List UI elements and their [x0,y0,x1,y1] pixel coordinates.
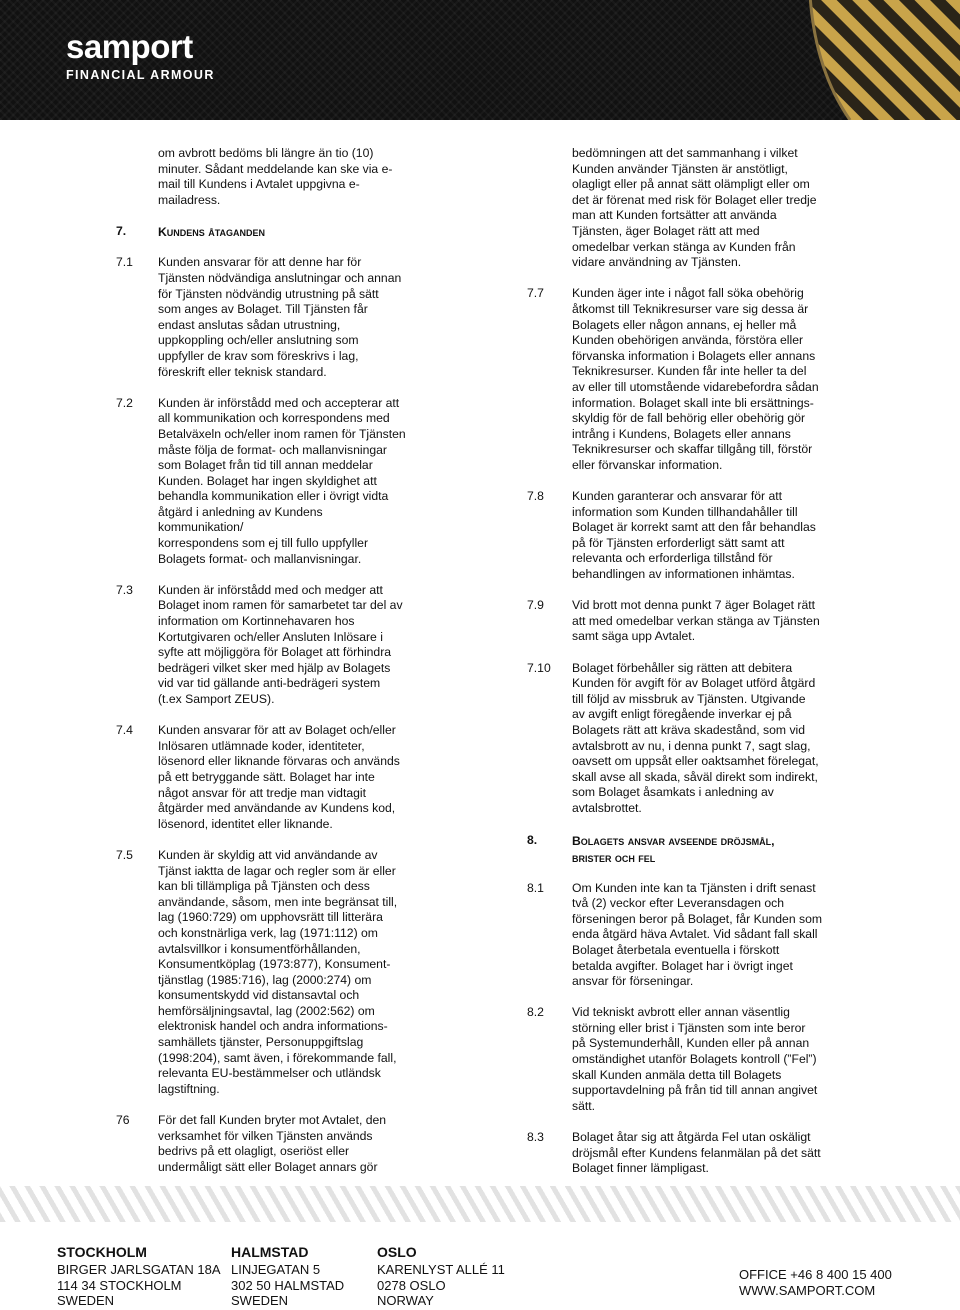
clause-number: 7.8 [527,489,544,504]
clause-text: Kunden ansvarar för att denne har för Tjänsten nödvändiga anslutningar och annan för Tjänsten nödvändig utrustning på sätt som anges av Bolaget. Till Tjänsten får endast anslutas sådan utrustning, uppkoppling och/eller anslutning som uppfyller de krav som föreskrivs i lag, föreskrift eller teknisk standard. [158,255,402,379]
shield-logo-icon [790,0,960,120]
office-postal: 0278 OSLO [377,1277,446,1293]
clause-7-9 [527,598,847,645]
office-street: LINJEGATAN 5 [231,1261,321,1277]
clause-number: 7.7 [527,286,544,301]
office-country: SWEDEN [231,1293,289,1309]
clause-7-2 [116,396,436,568]
clause-number: 7.1 [116,255,133,270]
clause-number: 76 [116,1113,130,1128]
left-column [116,146,436,1191]
clause-7-10 [527,661,847,817]
office-stockholm [57,1245,221,1309]
clause-number: 7.3 [116,582,133,597]
office-street: KARENLYST ALLÉ 11 [377,1261,505,1277]
clause-8-2 [527,1005,847,1114]
section-number: 7. [116,224,127,239]
clause-7-3 [116,583,436,708]
clause-7-4 [116,723,436,832]
clause-text: Bolaget åtar sig att åtgärda Fel utan oskäligt dröjsmål efter Kundens felanmälan på det sätt Bolaget finner lämpligast. [572,1130,821,1176]
brand-name: samport [66,28,193,65]
clause-text: Om Kunden inte kan ta Tjänsten i drift senast två (2) veckor efter Leveransdagen och förseningen beror på Bolaget, får Kunden som enda åtgärd häva Avtalet. Vid sådant fall skall Bolaget återbetala eventuella i förskott betalda avgifter. Bolaget har i övrigt inget ansvar för förseningar. [572,880,823,989]
section-title: Bolagets ansvar avseende dröjsmål, brister och fel [572,833,775,865]
footer-divider [0,1186,960,1222]
clause-number: 8.3 [527,1130,544,1145]
clause-7-7 [527,286,847,473]
continued-paragraph: om avbrott bedöms bli längre än tio (10) minuter. Sådant meddelande kan ske via e- mail till Kundens i Avtalet uppgivna e- mailadress. [158,146,393,207]
office-halmstad [231,1245,344,1309]
right-column [527,146,847,1192]
clause-text: Kunden garanterar och ansvarar för att information som Kunden tillhandahåller till Bolaget är korrekt samt att den får behandlas på för Tjänsten erforderligt sätt samt att relevanta och erforderliga tillstånd för behandlingen av informationen inhämtas. [572,489,816,582]
continued-paragraph: bedömningen att det sammanhang i vilket Kunden använder Tjänsten är anstötligt, olagligt eller på annat sätt olämpligt eller om det är förenat med risk för Bolaget eller tredje man att Kunden fortsätter att använda Tjänsten, äger Bolaget rätt att med omedelbar verkan stänga av Kunden från vidare användning av Tjänsten. [572,146,817,270]
office-postal: 302 50 HALMSTAD [231,1277,345,1293]
office-oslo [377,1245,505,1309]
clause-number: 8.1 [527,880,544,895]
brand-tagline: FINANCIAL ARMOUR [66,68,215,82]
section-title: Kundens åtaganden [158,225,266,240]
clause-number: 8.2 [527,1005,544,1020]
office-city: OSLO [377,1244,417,1260]
clause-text: Vid tekniskt avbrott eller annan väsentlig störning eller brist i Tjänsten som inte beror på Systemunderhåll, Kunden eller på annan omständighet utanför Bolagets kontroll (”Fel”) skall Kunden anmäla detta till Bolagets supportavdelning på från tid till annan angivet sätt. [572,1005,818,1113]
clause-text: Kunden är införstådd med och accepterar att all kommunikation och korrespondens med Betalväxeln och/eller inom ramen för Tjänsten måste följa de format- och mallanvisningar som Bolaget från tid till annan meddelar Kunden. Bolaget har ingen skyldighet att behandla kommunikation eller i övrigt vidta åtgärd i anledning av Kundens kommunikation/ korrespondens som ej till fullo uppfyller Bolagets format- och mallanvisningar. [158,395,406,566]
clause-number: 7.2 [116,395,133,410]
contact-info [739,1267,892,1299]
clause-number: 7.5 [116,847,133,862]
clause-7-8 [527,489,847,583]
clause-7-5 [116,848,436,1098]
clause-8-1 [527,881,847,990]
clause-number: 7.9 [527,598,544,613]
office-country: SWEDEN [57,1293,115,1309]
office-street: BIRGER JARLSGATAN 18A [57,1261,221,1277]
clause-text: Kunden ansvarar för att av Bolaget och/eller Inlösaren utlämnade koder, identiteter, lösenord eller liknande förvaras och används på ett betryggande sätt. Bolaget har inte något ansvar för att tredje man vidtagit åtgärder med användande av Kundens kod, lösenord, identitet eller liknande. [158,723,400,831]
clause-7-1 [116,255,436,380]
clause-text: Kunden äger inte i något fall söka obehörig åtkomst till Teknikresurser vare sig dessa är Bolagets eller någon annans, ej heller må Kunden obehörigen använda, förstöra eller förvanska information i Bolagets eller annans Teknikresurser. Kunden får inte heller ta del av eller till utomstående vidarebefordra sådan information. Bolaget skall inte bli ersättnings- skyldig för de fall behörig eller obehörig gör intrång i Kundens, Bolagets eller annans Teknikresurser och skaffar tillgång till, förstör eller förvanskar information. [572,286,819,472]
clause-7-6 [116,1113,436,1175]
clause-text: För det fall Kunden bryter mot Avtalet, den verksamhet för vilken Tjänsten används bedrivs på ett olagligt, oseriöst eller undermåligt sätt eller Bolaget annars gör [158,1113,387,1174]
clause-number: 7.4 [116,723,133,738]
website-link[interactable]: WWW.SAMPORT.COM [739,1282,876,1298]
office-country: NORWAY [377,1293,434,1309]
clause-number: 7.10 [527,660,551,675]
section-number: 8. [527,832,538,847]
section-heading-8 [527,833,847,867]
section-heading-7 [116,224,436,241]
clause-text: Kunden är införstådd med och medger att Bolaget inom ramen för samarbetet tar del av information om Kortinnehavaren hos Kortutgivaren och/eller Ansluten Inlösare i syfte att möjliggöra för Bolaget att förhindra bedrägeri vilket sker med hjälp av Bolagets vid var tid gällande anti-bedrägeri system (t.ex Samport ZEUS). [158,582,403,706]
samport-logo [66,30,215,82]
clause-8-3 [527,1130,847,1177]
office-city: HALMSTAD [231,1244,309,1260]
clause-text: Vid brott mot denna punkt 7 äger Bolaget rätt att med omedelbar verkan stänga av Tjänsten samt säga upp Avtalet. [572,598,820,644]
office-postal: 114 34 STOCKHOLM [57,1277,182,1293]
clause-text: Bolaget förbehåller sig rätten att debitera Kunden för avgift för av Bolaget utförd åtgärd till följd av missbruk av Tjänsten. Utgivande av avgift enligt föregående inverkar ej på Bolagets rätt att kräva skadestånd, som vid avtalsbrott av nu, i denna punkt 7, sagt slag, oavsett om uppsåt eller oaktsamhet förelegat, skall avse all skada, såväl direkt som indirekt, som Bolaget åsamkats i anledning av avtalsbrottet. [572,660,819,815]
office-phone: OFFICE +46 8 400 15 400 [739,1267,892,1282]
page-header [0,0,960,120]
office-city: STOCKHOLM [57,1244,147,1260]
clause-text: Kunden är skyldig att vid användande av Tjänst iaktta de lagar och regler som är eller kan bli tillämpliga på Tjänsten och dess användande, såsom, men inte begränsat till, lag (1960:729) om upphovsrätt till litterära och konstnärliga verk, lag (1971:112) om avtalsvillkor i konsumentförhållanden, Konsumentköplag (1973:877), Konsument- tjänstlag (1985:716), lag (2000:274) om konsumentskydd vid distansavtal och hemförsäljningsavtal, lag (2002:562) om elektronisk handel och andra informations- samhällets tjänster, Personuppgiftslag (1998:204), samt även, i förekommande fall, relevanta EU-bestämmelser och utländsk lagstiftning. [158,847,398,1096]
